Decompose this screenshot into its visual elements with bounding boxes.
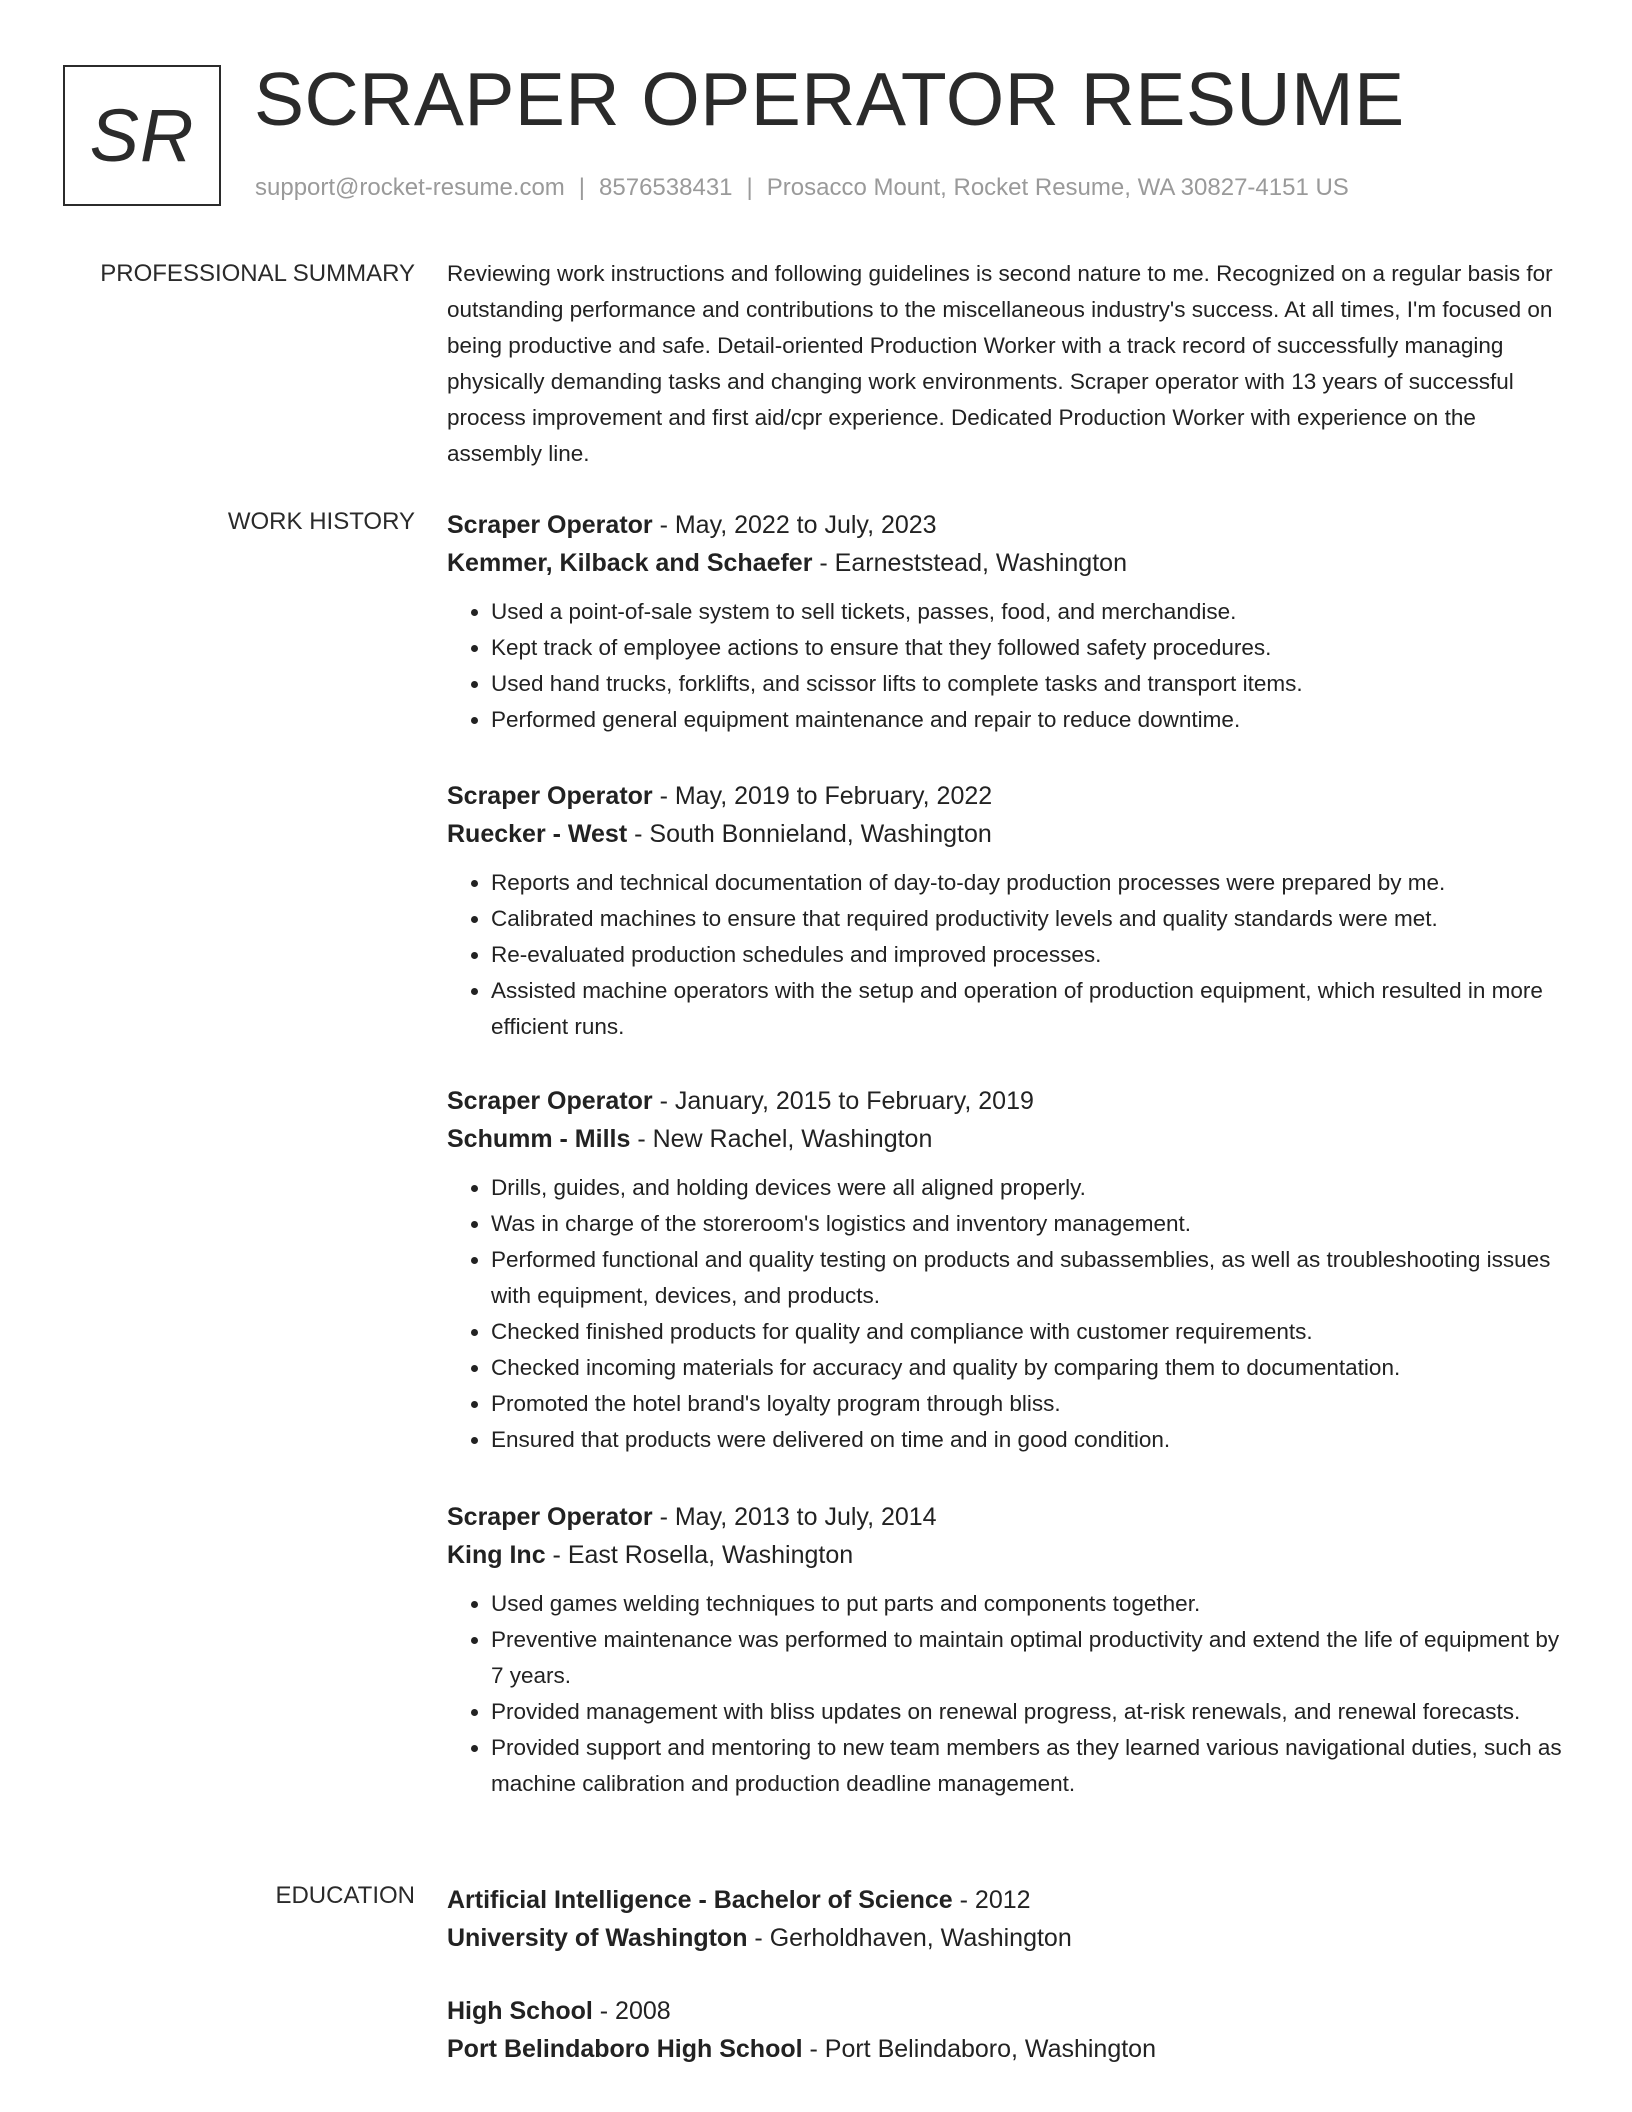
education-degree: High School: [447, 1997, 593, 2025]
contact-line: [255, 174, 1349, 202]
education-school: Port Belindaboro High School: [447, 2035, 803, 2063]
education-location: - Gerholdhaven, Washington: [747, 1924, 1072, 1952]
initials-text: SR: [89, 94, 195, 177]
job-company-line: [447, 1536, 1567, 1574]
job-role: Scraper Operator: [447, 782, 653, 810]
job-dates: - May, 2013 to July, 2014: [652, 1503, 937, 1531]
education-degree: Artificial Intelligence - Bachelor of Science: [447, 1886, 953, 1914]
job-location: - East Rosella, Washington: [545, 1541, 854, 1569]
job-company-line: [447, 1120, 1567, 1158]
job-bullet: • Preventive maintenance was performed to maintain optimal productivity and extend the life of equipment by 7 years.: [491, 1622, 1567, 1694]
contact-email[interactable]: support@rocket-resume.com: [255, 174, 565, 201]
job-bullet: • Kept track of employee actions to ensure that they followed safety procedures.: [491, 630, 1567, 666]
education-school: University of Washington: [447, 1924, 748, 1952]
job-bullet: • Was in charge of the storeroom's logistics and inventory management.: [491, 1206, 1567, 1242]
job-company-line: [447, 815, 1567, 853]
education-entry: [447, 1881, 1567, 1957]
job-company: Schumm - Mills: [447, 1125, 631, 1153]
summary-heading: PROFESSIONAL SUMMARY: [100, 260, 415, 287]
job-bullet: • Promoted the hotel brand's loyalty program through bliss.: [491, 1386, 1567, 1422]
job-bullet: • Used a point-of-sale system to sell tickets, passes, food, and merchandise.: [491, 594, 1567, 630]
contact-address: Prosacco Mount, Rocket Resume, WA 30827-4151 US: [766, 174, 1349, 201]
job-bullets: [447, 1586, 1567, 1802]
job-bullet: • Drills, guides, and holding devices were all aligned properly.: [491, 1170, 1567, 1206]
education-heading: EDUCATION: [275, 1882, 415, 1909]
job-bullets: [447, 594, 1567, 738]
work-history-heading: WORK HISTORY: [227, 508, 415, 535]
job-bullet: • Re-evaluated production schedules and improved processes.: [491, 937, 1567, 973]
job-role: Scraper Operator: [447, 511, 653, 539]
job-bullets: [447, 865, 1567, 1045]
job-bullet: • Performed general equipment maintenance and repair to reduce downtime.: [491, 702, 1567, 738]
job-dates: - January, 2015 to February, 2019: [652, 1087, 1034, 1115]
education-degree-line: [447, 1881, 1567, 1919]
job-title-line: [447, 1082, 1567, 1120]
job-title-line: [447, 777, 1567, 815]
job-entry: [447, 506, 1567, 738]
job-bullet: • Provided support and mentoring to new team members as they learned various navigational duties, such as machine calibration and production deadline management.: [491, 1730, 1567, 1802]
job-bullet: • Checked finished products for quality and compliance with customer requirements.: [491, 1314, 1567, 1350]
education-degree-line: [447, 1992, 1567, 2030]
education-year: - 2012: [952, 1886, 1031, 1914]
job-role: Scraper Operator: [447, 1503, 653, 1531]
job-title-line: [447, 1498, 1567, 1536]
job-bullet: • Assisted machine operators with the setup and operation of production equipment, which resulted in more efficient runs.: [491, 973, 1567, 1045]
education-location: - Port Belindaboro, Washington: [802, 2035, 1156, 2063]
job-dates: - May, 2022 to July, 2023: [652, 511, 937, 539]
summary-section: [447, 256, 1567, 472]
job-bullets: [447, 1170, 1567, 1458]
job-bullet: • Used games welding techniques to put parts and components together.: [491, 1586, 1567, 1622]
job-title-line: [447, 506, 1567, 544]
job-company-line: [447, 544, 1567, 582]
job-bullet: • Used hand trucks, forklifts, and scissor lifts to complete tasks and transport items.: [491, 666, 1567, 702]
job-company: King Inc: [447, 1541, 546, 1569]
contact-separator: |: [578, 174, 586, 201]
job-dates: - May, 2019 to February, 2022: [652, 782, 993, 810]
education-year: - 2008: [592, 1997, 671, 2025]
job-company: Ruecker - West: [447, 820, 628, 848]
initials-monogram: [63, 65, 221, 206]
job-bullet: • Ensured that products were delivered on time and in good condition.: [491, 1422, 1567, 1458]
job-bullet: • Calibrated machines to ensure that required productivity levels and quality standards were met.: [491, 901, 1567, 937]
resume-title: SCRAPER OPERATOR RESUME: [254, 57, 1405, 141]
education-school-line: [447, 1919, 1567, 1957]
job-bullet: • Checked incoming materials for accuracy and quality by comparing them to documentation.: [491, 1350, 1567, 1386]
job-bullet: • Reports and technical documentation of day-to-day production processes were prepared by me.: [491, 865, 1567, 901]
job-entry: [447, 777, 1567, 1045]
job-company: Kemmer, Kilback and Schaefer: [447, 549, 813, 577]
job-bullet: • Performed functional and quality testing on products and subassemblies, as well as troubleshooting issues with equipment, devices, and products.: [491, 1242, 1567, 1314]
education-school-line: [447, 2030, 1567, 2068]
job-location: - South Bonnieland, Washington: [627, 820, 992, 848]
job-location: - Earneststead, Washington: [812, 549, 1127, 577]
job-role: Scraper Operator: [447, 1087, 653, 1115]
job-entry: [447, 1498, 1567, 1802]
contact-phone[interactable]: 8576538431: [599, 174, 733, 201]
job-location: - New Rachel, Washington: [630, 1125, 933, 1153]
job-bullet: • Provided management with bliss updates on renewal progress, at-risk renewals, and renewal forecasts.: [491, 1694, 1567, 1730]
summary-text: Reviewing work instructions and following guidelines is second nature to me. Recognized on a regular basis for outstanding performance and contributions to the miscellaneous industry's success. At all times, I'm focused on being productive and safe. Detail-oriented Production Worker with a track record of successfully managing physically demanding tasks and changing work environments. Scraper operator with 13 years of successful process improvement and first aid/cpr experience. Dedicated Production Worker with experience on the assembly line.: [447, 261, 1553, 466]
contact-separator: |: [746, 174, 753, 201]
education-entry: [447, 1992, 1567, 2068]
job-entry: [447, 1082, 1567, 1458]
